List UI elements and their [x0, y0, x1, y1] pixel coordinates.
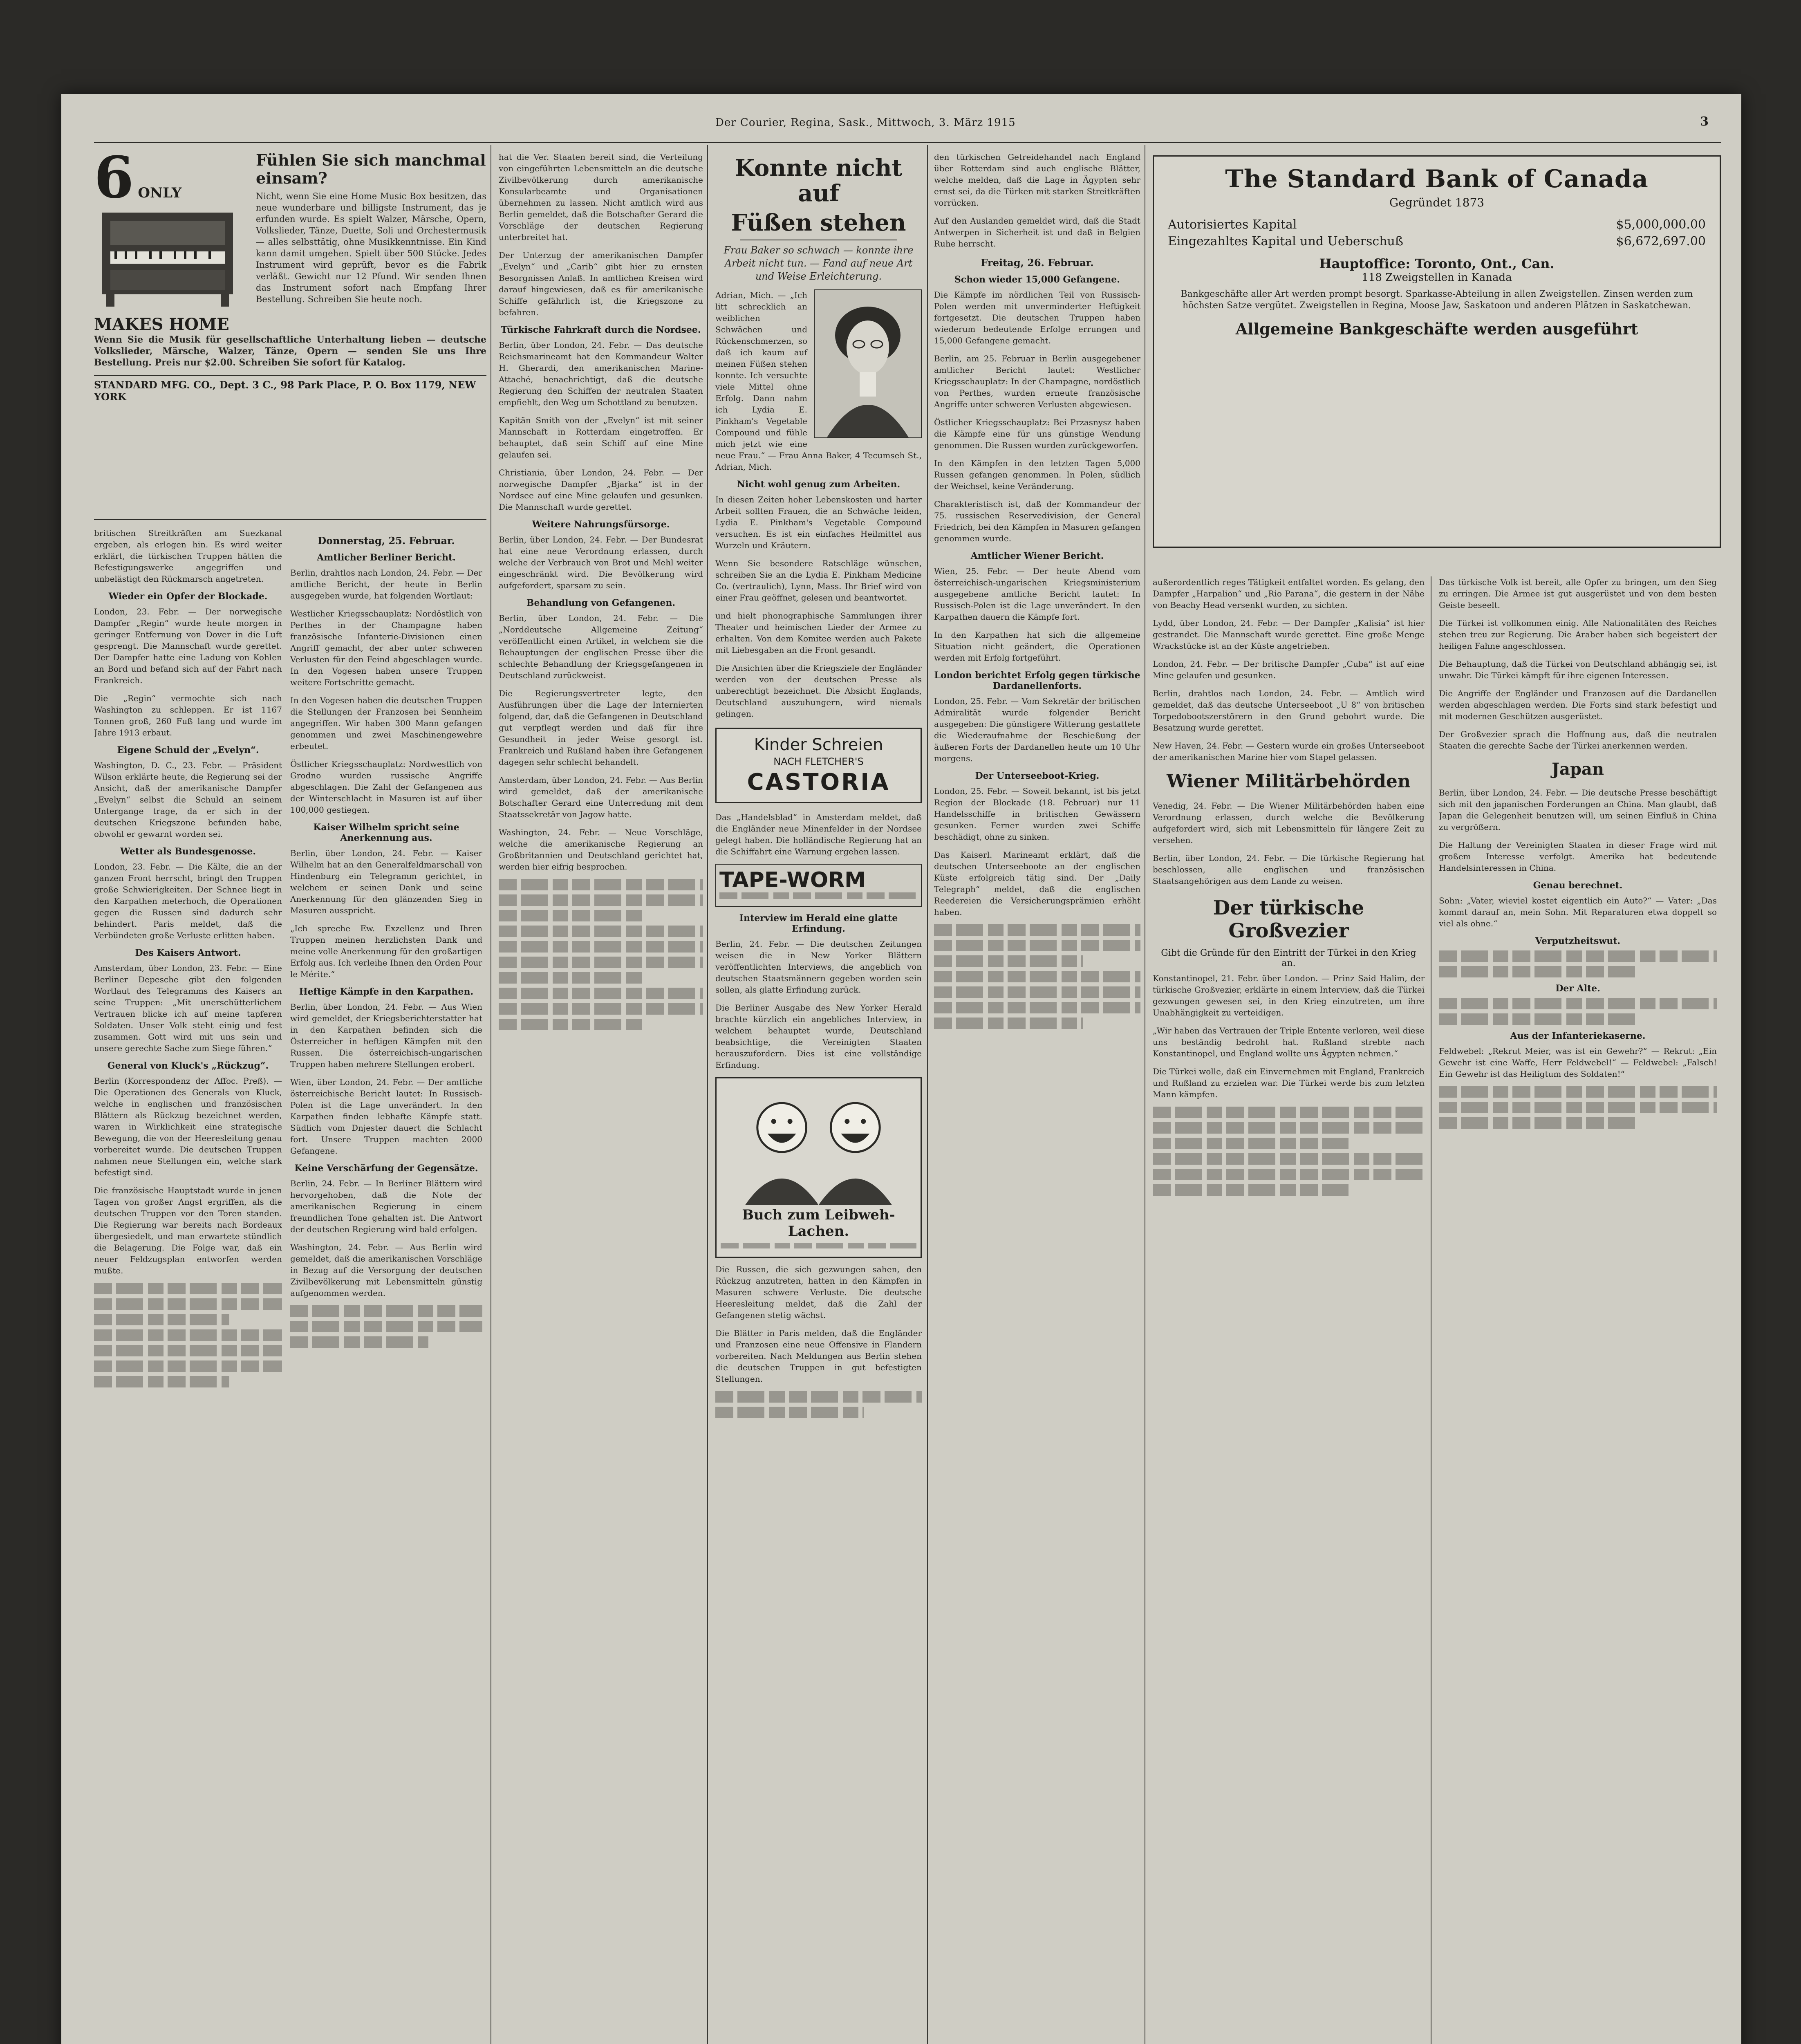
ad-offer: Wenn Sie die Musik für gesellschaftliche Unterhaltung lieben — deutsche Volkslieder, Märsche, Walzer, Tänze, Opern — senden Sie uns Ihre Bestellung. Preis nur $2.00. Schreiben Sie sofort für Katalog.	[94, 334, 486, 368]
article-heading: Keine Verschärfung der Gegensätze.	[294, 1163, 478, 1174]
article-heading: Weitere Nahrungsfürsorge.	[532, 519, 670, 530]
article-paragraph: Der Unterzug der amerikanischen Dampfer „Evelyn“ und „Carib“ gibt hier zu ernsten Besorgnissen Anlaß. In amtlichen Kreisen wird darauf hingewiesen, daß es für amerikanische Schiffe gefährlich ist, die Kriegszone zu befahren.	[499, 250, 703, 317]
bank-paid-value: $6,672,697.00	[1616, 234, 1706, 249]
column-6	[1153, 576, 1425, 2044]
article-heading: Aus der Infanteriekaserne.	[1510, 1031, 1646, 1041]
ad-makes-home: MAKES HOME	[94, 315, 229, 334]
article-paragraph: britischen Streitkräften am Suezkanal ergeben, als erlogen hin. Es wird weiter erklärt, die türkischen Truppen hätten die Befestigungswerke angegriffen und unbelästigt den Rückmarsch angetreten.	[94, 528, 282, 584]
article-heading: Amtlicher Wiener Bericht.	[970, 551, 1104, 561]
article-paragraph: Der Großvezier sprach die Hoffnung aus, daß die neutralen Staaten die gerechte Sache der Türkei anerkennen werden.	[1439, 729, 1717, 751]
article-paragraph: In den Karpathen hat sich die allgemeine Situation nicht geändert, die Operationen werden mit Erfolg fortgeführt.	[934, 630, 1140, 663]
castoria-line3: CASTORIA	[747, 769, 890, 796]
article-paragraph: Amsterdam, über London, 24. Febr. — Aus Berlin wird gemeldet, daß der amerikanische Botschafter Gerard eine Unterredung mit dem Staatssekretär von Jagow hatte.	[499, 775, 703, 819]
article-paragraph: Wenn Sie besondere Ratschläge wünschen, schreiben Sie an die Lydia E. Pinkham Medicine Co. (vertraulich), Lynn, Mass. Ihr Brief wird von einer Frau geöffnet, gelesen und beantwortet.	[715, 558, 922, 603]
article-paragraph: Die Behauptung, daß die Türkei von Deutschland abhängig sei, ist unwahr. Die Türkei kämpft für ihre eigenen Interessen.	[1439, 659, 1717, 680]
column-rule	[707, 145, 708, 2044]
article-paragraph: Berlin, über London, 24. Febr. — Die „Norddeutsche Allgemeine Zeitung“ veröffentlicht einen Artikel, in welchem sie die Behauptungen der englischen Presse über die schlechte Behandlung der Kriegsgefangenen in Deutschland zurückweist.	[499, 613, 703, 680]
article-paragraph: New Haven, 24. Febr. — Gestern wurde ein großes Unterseeboot der amerikanischen Marine hier vom Stapel gelassen.	[1153, 741, 1425, 762]
article-paragraph: Das türkische Volk ist bereit, alle Opfer zu bringen, um den Sieg zu erringen. Die Armee ist gut ausgerüstet und von dem besten Geiste beseelt.	[1439, 577, 1717, 610]
article-paragraph: Das Kaiserl. Marineamt erklärt, daß die deutschen Unterseeboote an der englischen Küste erfolgreich tätig sind. Der „Daily Telegraph“ meldet, daß die englischen Reedereien die Versicherungsprämien erhöht haben.	[934, 850, 1140, 917]
article-heading: Nicht wohl genug zum Arbeiten.	[737, 479, 900, 490]
article-paragraph: außerordentlich reges Tätigkeit entfaltet worden. Es gelang, den Dampfer „Harpalion“ und „Rio Parana“, die gestern in der Nähe von Beachy Head versenkt wurden, zu sichten.	[1153, 577, 1425, 610]
article-paragraph: Das „Handelsblad“ in Amsterdam meldet, daß die Engländer neue Minenfelder in der Nordsee gelegt haben. Die holländische Regierung hat an die Schiffahrt eine Warnung ergehen lassen.	[715, 812, 922, 856]
organ-illustration	[94, 204, 241, 311]
article-paragraph: Berlin, über London, 24. Febr. — Die deutsche Presse beschäftigt sich mit den japanischen Forderungen an China. Man glaubt, daß Japan die Gelegenheit benutzen will, um seinen Einfluß in China zu vergrößern.	[1439, 788, 1717, 832]
article-paragraph: Adrian, Mich. — „Ich litt schrecklich an weiblichen Schwächen und Rückenschmerzen, so daß ich kaum auf meinen Füßen stehen konnte. Ich versuchte viele Mittel ohne Erfolg. Dann nahm ich Lydia E. Pinkham's Vegetable Compound und fühle mich jetzt wie eine neue Frau.“ — Frau Anna Baker, 4 Tecumseh St., Adrian, Mich.	[715, 290, 922, 472]
section-heading: Der türkische Großvezier	[1213, 896, 1364, 942]
ad-price-number: 6	[94, 151, 134, 211]
column-5	[934, 151, 1140, 2044]
bank-advertisement	[1153, 151, 1721, 568]
article-heading: General von Kluck's „Rückzug“.	[107, 1060, 269, 1071]
tapeworm-ad	[715, 864, 922, 907]
column-4	[715, 151, 922, 2044]
article-heading: Verputzheitswut.	[1535, 936, 1621, 946]
column-2	[290, 527, 482, 2044]
column-1	[94, 527, 282, 2044]
article-paragraph: Berlin, über London, 24. Febr. — Kaiser Wilhelm hat an den Generalfeldmarschall von Hindenburg ein Telegramm gerichtet, in welchem er seinen Dank und seine Anerkennung für den glänzenden Sieg in Masuren ausspricht.	[290, 848, 482, 915]
article-heading: Kaiser Wilhelm spricht seine Anerkennung aus.	[313, 822, 459, 843]
castoria-line1: Kinder Schreien	[754, 735, 883, 754]
article-paragraph: Wien, über London, 24. Febr. — Der amtliche österreichische Bericht lautet: In Russisch-Polen ist die Lage unverändert. In den Karpathen finden lebhafte Kämpfe statt. Südlich vom Dnjester dauert die Schlacht fort. Unsere Truppen machten 2000 Gefangene.	[290, 1077, 482, 1156]
organ-advertisement	[94, 151, 486, 519]
article-paragraph: Die französische Hauptstadt wurde in jenen Tagen von großer Angst ergriffen, als die deutschen Truppen vor den Toren standen. Die Regierung war bereits nach Bordeaux übergesiedelt, und man erwartete stündlich die Belagerung. Die Folge war, daß ein neuer Feldzugsplan entworfen werden mußte.	[94, 1186, 282, 1275]
ad-headline: Fühlen Sie sich manchmal einsam?	[256, 151, 486, 187]
article-heading: Amtlicher Berliner Bericht.	[317, 552, 456, 563]
page-number: 3	[1700, 114, 1709, 129]
section-heading: Japan	[1552, 760, 1604, 779]
article-heading: Wetter als Bundesgenosse.	[120, 846, 256, 857]
article-paragraph: „Ich spreche Ew. Exzellenz und Ihren Truppen meinen herzlichsten Dank und meine volle Anerkennung für den großartigen Erfolg aus. Ich verleihe Ihnen den Orden Pour le Mérite.“	[290, 923, 482, 979]
article-paragraph: Berlin, über London, 24. Febr. — Der Bundesrat hat eine neue Verordnung erlassen, durch welche der Verbrauch von Brot und Mehl weiter eingeschränkt wird. Die Bevölkerung wird aufgefordert, sparsam zu sein.	[499, 535, 703, 590]
article-paragraph: Berlin, 24. Febr. — Die deutschen Zeitungen weisen die in New Yorker Blättern veröffentlichten Interviews, die angeblich von deutschen Staatsmännern gegeben worden sein sollen, als glatte Erfindung zurück.	[715, 939, 922, 995]
article-paragraph: Amsterdam, über London, 23. Febr. — Eine Berliner Depesche gibt den folgenden Wortlaut des Telegramms des Kaisers an seine Truppen: „Mit unerschütterlichem Vertrauen blicke ich auf meine tapferen Soldaten. Unser Volk steht einig und fest zusammen. Gott wird mit uns sein und unsere gerechte Sache zum Siege führen.“	[94, 963, 282, 1053]
ad-only-label: ONLY	[138, 185, 182, 201]
article-paragraph: Die Türkei ist vollkommen einig. Alle Nationalitäten des Reiches stehen treu zur Regierung. Die Araber haben sich begeistert der heiligen Fahne angeschlossen.	[1439, 618, 1717, 651]
article-paragraph: „Wir haben das Vertrauen der Triple Entente verloren, weil diese uns beständig bedroht hat. Rußland strebte nach Konstantinopel, und England wollte uns Ägypten nehmen.“	[1153, 1026, 1425, 1058]
article-paragraph: Berlin, über London, 24. Febr. — Die türkische Regierung hat beschlossen, alle englischen und französischen Staatsangehörigen aus dem Lande zu weisen.	[1153, 853, 1425, 886]
article-paragraph: Konstantinopel, 21. Febr. über London. — Prinz Said Halim, der türkische Großvezier, erklärte in einem Interview, daß die Türkei gezwungen gewesen sei, in den Krieg einzutreten, um ihre Unabhängigkeit zu verteidigen.	[1153, 973, 1425, 1018]
article-paragraph: Auf den Auslanden gemeldet wird, daß die Stadt Antwerpen in Sicherheit ist und daß in Belgien Ruhe herrscht.	[934, 216, 1140, 249]
dateline: Donnerstag, 25. Februar.	[318, 535, 455, 547]
article-paragraph: den türkischen Getreidehandel nach England über Rotterdam sind auch englische Blätter, welche melden, daß die Lage in Ägypten sehr ernst sei, da die Türken mit starken Streitkräften vorrücken.	[934, 152, 1140, 208]
column-7	[1439, 576, 1717, 2044]
article-paragraph: Berlin, am 25. Februar in Berlin ausgegebener amtlicher Bericht lautet: Westlicher Kriegsschauplatz: In der Champagne, nordöstlich von Perthes, wurden erneute französische Angriffe unter schweren Verlusten abgewiesen.	[934, 354, 1140, 409]
bank-paid-label: Eingezahltes Kapital und Ueberschuß	[1168, 234, 1403, 249]
article-paragraph: Die Berliner Ausgabe des New Yorker Herald brachte kürzlich ein angebliches Interview, in welchem behauptet wurde, Deutschland beabsichtige, die Vereinigten Staaten herauszufordern. Dies ist eine vollständige Erfindung.	[715, 1003, 922, 1070]
deck: Frau Baker so schwach — konnte ihre Arbeit nicht tun. — Fand auf neue Art und Weise Erleichterung.	[724, 244, 914, 282]
masthead-line: Der Courier, Regina, Sask., Mittwoch, 3. März 1915	[715, 117, 1016, 129]
bank-headquarters: Hauptoffice: Toronto, Ont., Can.	[1319, 256, 1555, 271]
article-paragraph: Die Kämpfe im nördlichen Teil von Russisch-Polen werden mit unverminderter Heftigkeit fortgesetzt. Die deutschen Truppen haben wiederum bedeutende Erfolge errungen und 15,000 Gefangene gemacht.	[934, 290, 1140, 345]
article-heading: Interview im Herald eine glatte Erfindung.	[739, 913, 898, 934]
headline: Konnte nicht auf	[735, 155, 903, 207]
joke-book-title-2: Leibweh-Lachen.	[788, 1207, 895, 1239]
article-paragraph: Westlicher Kriegsschauplatz: Nordöstlich von Perthes in der Champagne haben französische Infanterie-Divisionen einen Angriff gemacht, der aber unter schweren Verlusten für den Feind abgeschlagen wurde. In den Vogesen haben unsere Truppen weitere Fortschritte gemacht.	[290, 609, 482, 687]
article-paragraph: Die Russen, die sich gezwungen sahen, den Rückzug anzutreten, hatten in den Kämpfen in Masuren schwere Verluste. Die deutsche Heeresleitung meldet, daß die Zahl der Gefangenen stetig wächst.	[715, 1264, 922, 1320]
article-heading: London berichtet Erfolg gegen türkische Dardanellenforts.	[934, 670, 1140, 691]
article-paragraph: Kapitän Smith von der „Evelyn“ ist mit seiner Mannschaft in Rotterdam eingetroffen. Er behauptet, daß sein Schiff auf eine Mine gelaufen sei.	[499, 415, 703, 459]
joke-book-ad	[715, 1077, 922, 1258]
article-paragraph: hat die Ver. Staaten bereit sind, die Verteilung von eingeführten Lebensmitteln an die deutsche Zivilbevölkerung durch amerikanische Konsularbeamte und Organisationen übernehmen zu lassen. Nicht amtlich wird aus Berlin gemeldet, daß die Botschafter Gerard die Vorschläge der deutschen Regierung unterbreitet hat.	[499, 152, 703, 242]
article-paragraph: Die Türkei wolle, daß ein Einvernehmen mit England, Frankreich und Rußland zu erzielen war. Die Türkei werde bis zum letzten Mann kämpfen.	[1153, 1067, 1425, 1099]
article-paragraph: Berlin (Korrespondenz der Affoc. Preß). — Die Operationen des Generals von Kluck, welche in englischen und französischen Blättern als Rückzug bezeichnet werden, waren in Wirklichkeit eine strategische Bewegung, die von der Heeresleitung genau vorbereitet wurde. Die deutschen Truppen nahmen neue Stellungen ein, welche stark befestigt sind.	[94, 1076, 282, 1177]
article-heading: Türkische Fahrkraft durch die Nordsee.	[501, 325, 701, 335]
castoria-line2: NACH FLETCHER'S	[773, 756, 864, 767]
bank-name: The Standard Bank of Canada	[1225, 165, 1649, 193]
laughing-men-illustration	[721, 1083, 916, 1205]
article-heading: Der Unterseeboot-Krieg.	[975, 771, 1100, 781]
article-paragraph: London, 25. Febr. — Soweit bekannt, ist bis jetzt Region der Blockade (18. Februar) nur 11 Handelsschiffe in britischen Gewässern gesunken. Ferner wurden zwei Schiffe beschädigt, ohne zu sinken.	[934, 786, 1140, 842]
joke-book-title: Buch zum	[742, 1207, 820, 1223]
article-paragraph: Washington, D. C., 23. Febr. — Präsident Wilson erklärte heute, die Regierung sei der Ansicht, daß der amerikanische Dampfer „Evelyn“ selbst die Schuld an seinem Untergange trage, da er sich in der deutschen Kriegszone befunden habe, obwohl er gewarnt worden sei.	[94, 760, 282, 839]
article-paragraph: Sohn: „Vater, wieviel kostet eigentlich ein Auto?“ — Vater: „Das kommt darauf an, mein Sohn. Mit Reparaturen etwa doppelt so viel als ohne.“	[1439, 896, 1717, 928]
article-paragraph: In diesen Zeiten hoher Lebenskosten und harter Arbeit sollten Frauen, die an Schwäche leiden, Lydia E. Pinkham's Vegetable Compound versuchen. Es ist ein einfaches Heilmittel aus Wurzeln und Kräutern.	[715, 495, 922, 550]
article-paragraph: Die Blätter in Paris melden, daß die Engländer und Franzosen eine neue Offensive in Flandern vorbereiten. Nach Meldungen aus Berlin stehen die deutschen Truppen in gut befestigten Stellungen.	[715, 1328, 922, 1384]
article-heading: Wieder ein Opfer der Blockade.	[108, 591, 268, 602]
bank-footer: Allgemeine Bankgeschäfte werden ausgeführt	[1235, 320, 1638, 338]
article-heading: Des Kaisers Antwort.	[135, 948, 241, 958]
article-heading: Der Alte.	[1555, 983, 1600, 994]
article-paragraph: Wien, 25. Febr. — Der heute Abend vom österreichisch-ungarischen Kriegsministerium ausgegebene amtliche Bericht lautet: In Russisch-Polen ist die Lage unverändert. In den Karpathen dauern die Kämpfe fort.	[934, 566, 1140, 622]
article-heading: Schon wieder 15,000 Gefangene.	[954, 274, 1120, 285]
article-heading: Genau berechnet.	[1533, 880, 1623, 891]
article-paragraph: Berlin, drahtlos nach London, 24. Febr. — Amtlich wird gemeldet, daß das deutsche Unterseeboot „U 8“ von britischen Torpedobootszerstörern in den Grund gebohrt wurde. Die Besatzung wurde gerettet.	[1153, 688, 1425, 733]
article-paragraph: Östlicher Kriegsschauplatz: Bei Przasnysz haben die Kämpfe eine für uns günstige Wendung genommen. Die Russen wurden zurückgeworfen.	[934, 417, 1140, 450]
ad-rule	[94, 519, 486, 520]
article-paragraph: London, 24. Febr. — Der britische Dampfer „Cuba“ ist auf eine Mine gelaufen und gesunken.	[1153, 659, 1425, 680]
page-header	[61, 112, 1741, 141]
castoria-ad	[715, 728, 922, 803]
tapeworm-title: TAPE-WORM	[719, 868, 866, 892]
article-paragraph: Berlin, drahtlos nach London, 24. Febr. — Der amtliche Bericht, der heute in Berlin ausgegeben wurde, hat folgenden Wortlaut:	[290, 568, 482, 601]
column-rule	[927, 145, 928, 2044]
headline: Füßen stehen	[731, 209, 906, 236]
article-paragraph: London, 23. Febr. — Der norwegische Dampfer „Regin“ wurde heute morgen in geringer Entfernung von Dover in die Luft gesprengt. Die Mannschaft wurde gerettet. Der Dampfer hatte eine Ladung von Kohlen an Bord und befand sich auf der Fahrt nach Frankreich.	[94, 607, 282, 685]
article-paragraph: und hielt phonographische Sammlungen ihrer Theater und heimischen Lieder der Armee zu erhalten. Von dem Komitee werden auch Pakete mit Liebesgaben an die Front gesandt.	[715, 611, 922, 655]
section-heading: Wiener Militärbehörden	[1167, 771, 1411, 792]
column-3	[499, 151, 703, 2044]
article-heading: Heftige Kämpfe in den Karpathen.	[299, 986, 474, 997]
bank-details: Bankgeschäfte aller Art werden prompt besorgt. Sparkasse-Abteilung in allen Zweigstellen. Zinsen werden zum höchsten Satze vergütet. Zweigstellen in Regina, Moose Jaw, Saskatoon und anderen Plätzen in Saskatchewan.	[1181, 289, 1693, 311]
article-paragraph: Washington, 24. Febr. — Aus Berlin wird gemeldet, daß die amerikanischen Vorschläge in Bezug auf die Versorgung der deutschen Zivilbevölkerung mit Lebensmitteln günstig aufgenommen werden.	[290, 1242, 482, 1298]
article-heading: Eigene Schuld der „Evelyn“.	[117, 745, 259, 755]
bank-capital-label: Autorisiertes Kapital	[1168, 217, 1297, 232]
header-rule	[94, 142, 1721, 143]
dateline: Freitag, 26. Februar.	[981, 257, 1094, 269]
article-heading: Behandlung von Gefangenen.	[526, 598, 676, 608]
article-paragraph: Christiania, über London, 24. Febr. — Der norwegische Dampfer „Bjarka“ ist in der Nordsee auf eine Mine gelaufen und gesunken. Die Mannschaft wurde gerettet.	[499, 468, 703, 512]
bank-founded: Gegründet 1873	[1389, 196, 1485, 209]
article-paragraph: In den Vogesen haben die deutschen Truppen die Stellungen der Franzosen bei Sennheim angegriffen. Wir haben 300 Mann gefangen genommen und zwei Maschinengewehre erbeutet.	[290, 695, 482, 751]
article-paragraph: Berlin, 24. Febr. — In Berliner Blättern wird hervorgehoben, daß die Note der amerikanischen Regierung in einem freundlichen Tone gehalten ist. Die Antwort der deutschen Regierung wird bald erfolgen.	[290, 1179, 482, 1234]
article-paragraph: Die Haltung der Vereinigten Staaten in dieser Frage wird mit großem Interesse verfolgt. Amerika hat bedeutende Handelsinteressen in China.	[1439, 840, 1717, 873]
bank-branches: 118 Zweigstellen in Kanada	[1362, 271, 1512, 284]
article-paragraph: Feldwebel: „Rekrut Meier, was ist ein Gewehr?“ — Rekrut: „Ein Gewehr ist eine Waffe, Herr Feldwebel!“ — Feldwebel: „Falsch! Ein Gewehr ist das Heiligtum des Soldaten!“	[1439, 1046, 1717, 1079]
article-paragraph: London, 25. Febr. — Vom Sekretär der britischen Admiralität wurde folgender Bericht ausgegeben: Die günstigere Witterung gestattete die Wiederaufnahme der Beschießung der äußeren Forts der Dardanellen heute um 10 Uhr morgens.	[934, 696, 1140, 763]
article-paragraph: Berlin, über London, 24. Febr. — Aus Wien wird gemeldet, der Kriegsberichterstatter hat in den Karpathen befinden sich die Österreicher in heftigen Kämpfen mit den Russen. Die österreichisch-ungarischen Truppen haben mehrere Stellungen erobert.	[290, 1002, 482, 1069]
article-paragraph: Washington, 24. Febr. — Neue Vorschläge, welche die amerikanische Regierung an Großbritannien und Deutschland gerichtet hat, werden hier eifrig besprochen.	[499, 827, 703, 872]
woman-portrait	[814, 289, 922, 438]
article-paragraph: Lydd, über London, 24. Febr. — Der Dampfer „Kalisia“ ist hier gestrandet. Die Mannschaft wurde gerettet. Eine große Menge Wrackstücke ist an der Küste angetrieben.	[1153, 618, 1425, 651]
article-paragraph: Charakteristisch ist, daß der Kommandeur der 75. russischen Reservedivision, der General Friedrich, bei den Kämpfen in Masuren gefangen genommen wurde.	[934, 499, 1140, 543]
article-paragraph: Östlicher Kriegsschauplatz: Nordwestlich von Grodno wurden russische Angriffe abgeschlagen. Die Zahl der Gefangenen aus der Winterschlacht in Masuren ist auf über 100,000 gestiegen.	[290, 759, 482, 815]
article-paragraph: Die Ansichten über die Kriegsziele der Engländer werden von der deutschen Presse als unberechtigt bezeichnet. Die Absicht Englands, Deutschland auszuhungern, wird niemals gelingen.	[715, 663, 922, 719]
article-paragraph: London, 23. Febr. — Die Kälte, die an der ganzen Front herrscht, bringt den Truppen große Schwierigkeiten. Der Schnee liegt in den Karpathen meterhoch, die Operationen gegen die Russen sind dadurch sehr behindert. Paris meldet, daß die Verbündeten große Verluste erlitten haben.	[94, 862, 282, 940]
article-paragraph: Die Angriffe der Engländer und Franzosen auf die Dardanellen werden abgeschlagen werden. Die Forts sind stark befestigt und mit modernen Geschützen ausgerüstet.	[1439, 688, 1717, 721]
deck: Gibt die Gründe für den Eintritt der Türkei in den Krieg an.	[1161, 948, 1416, 968]
article-paragraph: In den Kämpfen in den letzten Tagen 5,000 Russen gefangen genommen. In Polen, südlich der Weichsel, keine Veränderung.	[934, 458, 1140, 491]
newspaper-page	[61, 94, 1741, 2044]
article-paragraph: Berlin, über London, 24. Febr. — Das deutsche Reichsmarineamt hat den Kommandeur Walter H. Gherardi, den amerikanischen Marine-Attaché, benachrichtigt, daß die deutsche Regierung den Schiffen der neutralen Staaten empfiehlt, den Weg um Schottland zu benutzen.	[499, 340, 703, 407]
ad-body: Nicht, wenn Sie eine Home Music Box besitzen, das neue wunderbare und billigste Instrument, das je erfunden wurde. Es spielt Walzer, Märsche, Opern, Volkslieder, Tänze, Duette, Soli und Orchestermusik — alles selbsttätig, ohne Musikkenntnisse. Ein Kind kann damit umgehen. Spielt über 500 Stücke. Jedes Instrument wird geprüft, bevor es die Fabrik verläßt. Gewicht nur 12 Pfund. Wir senden Ihnen das Instrument sofort nach Empfang Ihrer Bestellung. Schreiben Sie heute noch.	[256, 191, 486, 304]
ad-address: STANDARD MFG. CO., Dept. 3 C., 98 Park Place, P. O. Box 1179, NEW YORK	[94, 375, 486, 403]
article-paragraph: Die Regierungsvertreter legte, den Ausführungen über die Lage der Internierten folgend, dar, daß die Gefangenen in Deutschland gut verpflegt werden und daß für ihre Gesundheit in jeder Weise gesorgt ist. Frankreich und Rußland haben ihre Gefangenen dagegen sehr schlecht behandelt.	[499, 688, 703, 767]
article-paragraph: Venedig, 24. Febr. — Die Wiener Militärbehörden haben eine Verordnung erlassen, durch welche die Bevölkerung aufgefordert wird, sich mit Lebensmitteln für längere Zeit zu versehen.	[1153, 801, 1425, 845]
article-paragraph: Die „Regin“ vermochte sich nach Washington zu schleppen. Er ist 1167 Tonnen groß, 260 Fuß lang und wurde im Jahre 1913 erbaut.	[94, 693, 282, 737]
bank-capital-value: $5,000,000.00	[1616, 217, 1706, 232]
